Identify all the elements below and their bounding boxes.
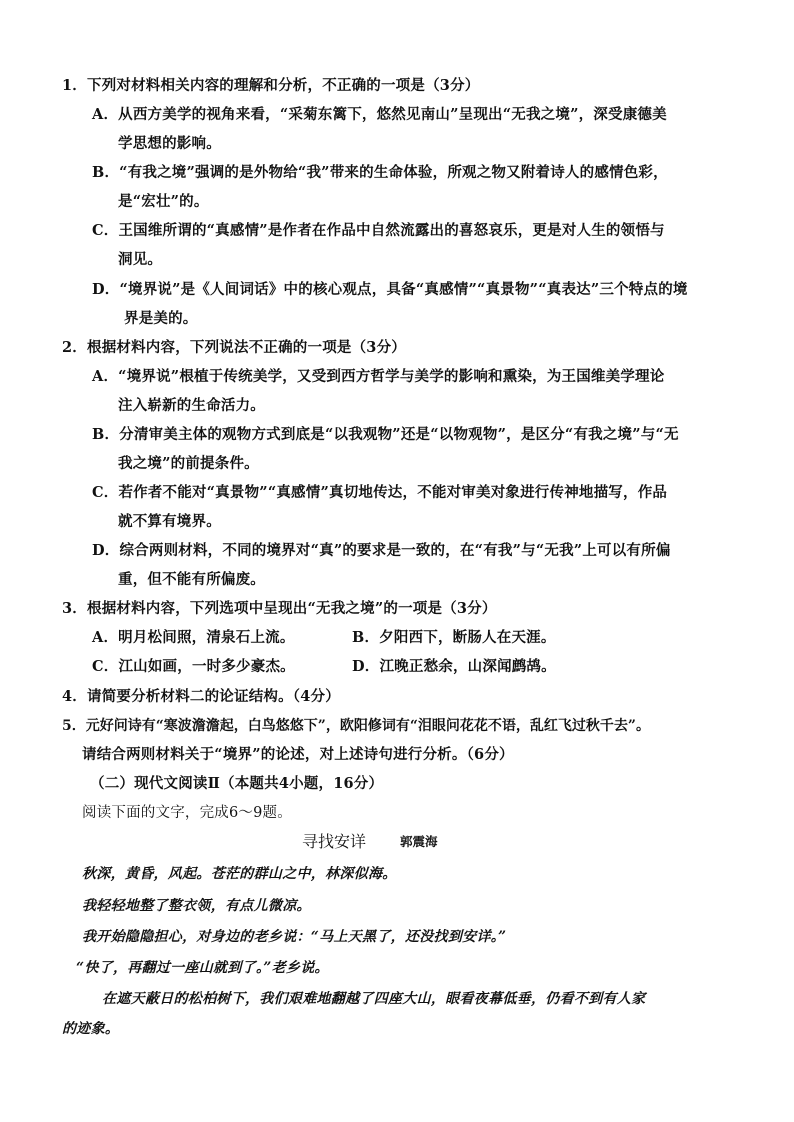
article-paragraph-5-line1: 在遮天蔽日的松柏树下，我们艰难地翻越了四座大山，眼看夜幕低垂，仍看不到有人家 bbox=[102, 991, 646, 1007]
q2-option-b-line2: 我之境”的前提条件。 bbox=[118, 455, 259, 472]
q3-stem: 3．根据材料内容，下列选项中呈现出“无我之境”的一项是（3分） bbox=[62, 600, 497, 617]
q2-option-c-line2: 就不算有境界。 bbox=[118, 513, 221, 530]
q2-option-b-line1: B．分清审美主体的观物方式到底是“以我观物”还是“以物观物”，是区分“有我之境”与“无 bbox=[92, 426, 679, 443]
q1-option-c-line2: 洞见。 bbox=[118, 251, 163, 268]
q1-option-b-line2: 是“宏壮”的。 bbox=[118, 193, 209, 210]
article-title: 寻找安详 bbox=[302, 832, 367, 851]
q3-option-c: C．江山如画，一时多少豪杰。 bbox=[92, 658, 295, 675]
q1-option-c-line1: C．王国维所谓的“真感情”是作者在作品中自然流露出的喜怒哀乐，更是对人生的领悟与 bbox=[92, 222, 665, 239]
q2-option-d-line2: 重，但不能有所偏废。 bbox=[118, 571, 265, 588]
q2-stem: 2．根据材料内容，下列说法不正确的一项是（3分） bbox=[62, 339, 406, 356]
article-paragraph-5-line2: 的迹象。 bbox=[62, 1021, 120, 1037]
q1-option-a-line1: A．从西方美学的视角来看，“采菊东篱下，悠然见南山”呈现出“无我之境”，深受康德美 bbox=[92, 106, 667, 123]
article-paragraph-1: 秋深，黄昏，风起。苍茫的群山之中，林深似海。 bbox=[82, 866, 397, 882]
article-paragraph-2: 我轻轻地整了整衣领，有点儿微凉。 bbox=[82, 898, 311, 914]
q2-option-c-line1: C．若作者不能对“真景物”“真感情”真切地传达，不能对审美对象进行传神地描写，作品 bbox=[92, 484, 668, 501]
q5-line2: 请结合两则材料关于“境界”的论述，对上述诗句进行分析。（6分） bbox=[82, 746, 514, 763]
q1-option-d-line2: 界是美的。 bbox=[124, 310, 198, 327]
q1-option-b-line1: B．“有我之境”强调的是外物给“我”带来的生命体验，所观之物又附着诗人的感情色彩， bbox=[92, 164, 668, 181]
q2-option-a-line1: A．“境界说”根植于传统美学，又受到西方哲学与美学的影响和熏染，为王国维美学理论 bbox=[92, 368, 665, 385]
q5-line1: 5．元好问诗有“寒波澹澹起，白鸟悠悠下”，欧阳修词有“泪眼问花花不语，乱红飞过秋千去”。 bbox=[62, 718, 650, 734]
q1-stem: 1．下列对材料相关内容的理解和分析，不正确的一项是（3分） bbox=[62, 77, 480, 94]
q3-option-d: D．江晚正愁余，山深闻鹧鸪。 bbox=[352, 658, 556, 675]
article-author: 郭震海 bbox=[400, 834, 438, 849]
q4-stem: 4．请简要分析材料二的论证结构。（4分） bbox=[62, 688, 340, 705]
section-instruction: 阅读下面的文字，完成6～9题。 bbox=[82, 805, 292, 821]
q3-option-a: A．明月松间照，清泉石上流。 bbox=[92, 629, 295, 646]
article-paragraph-4: “快了，再翻过一座山就到了。”老乡说。 bbox=[76, 960, 329, 976]
q1-option-d-line1: D．“境界说”是《人间词话》中的核心观点，具备“真感情”“真景物”“真表达”三个特点的境 bbox=[92, 281, 688, 298]
q3-option-b: B．夕阳西下，断肠人在天涯。 bbox=[352, 629, 556, 646]
q1-option-a-line2: 学思想的影响。 bbox=[118, 135, 221, 152]
q2-option-d-line1: D．综合两则材料，不同的境界对“真”的要求是一致的，在“有我”与“无我”上可以有所偏 bbox=[92, 542, 671, 559]
article-paragraph-3: 我开始隐隐担心，对身边的老乡说：“马上天黑了，还没找到安详。” bbox=[82, 929, 507, 945]
q2-option-a-line2: 注入崭新的生命活力。 bbox=[118, 397, 265, 414]
section-heading: （二）现代文阅读Ⅱ（本题共4小题，16分） bbox=[90, 775, 384, 792]
